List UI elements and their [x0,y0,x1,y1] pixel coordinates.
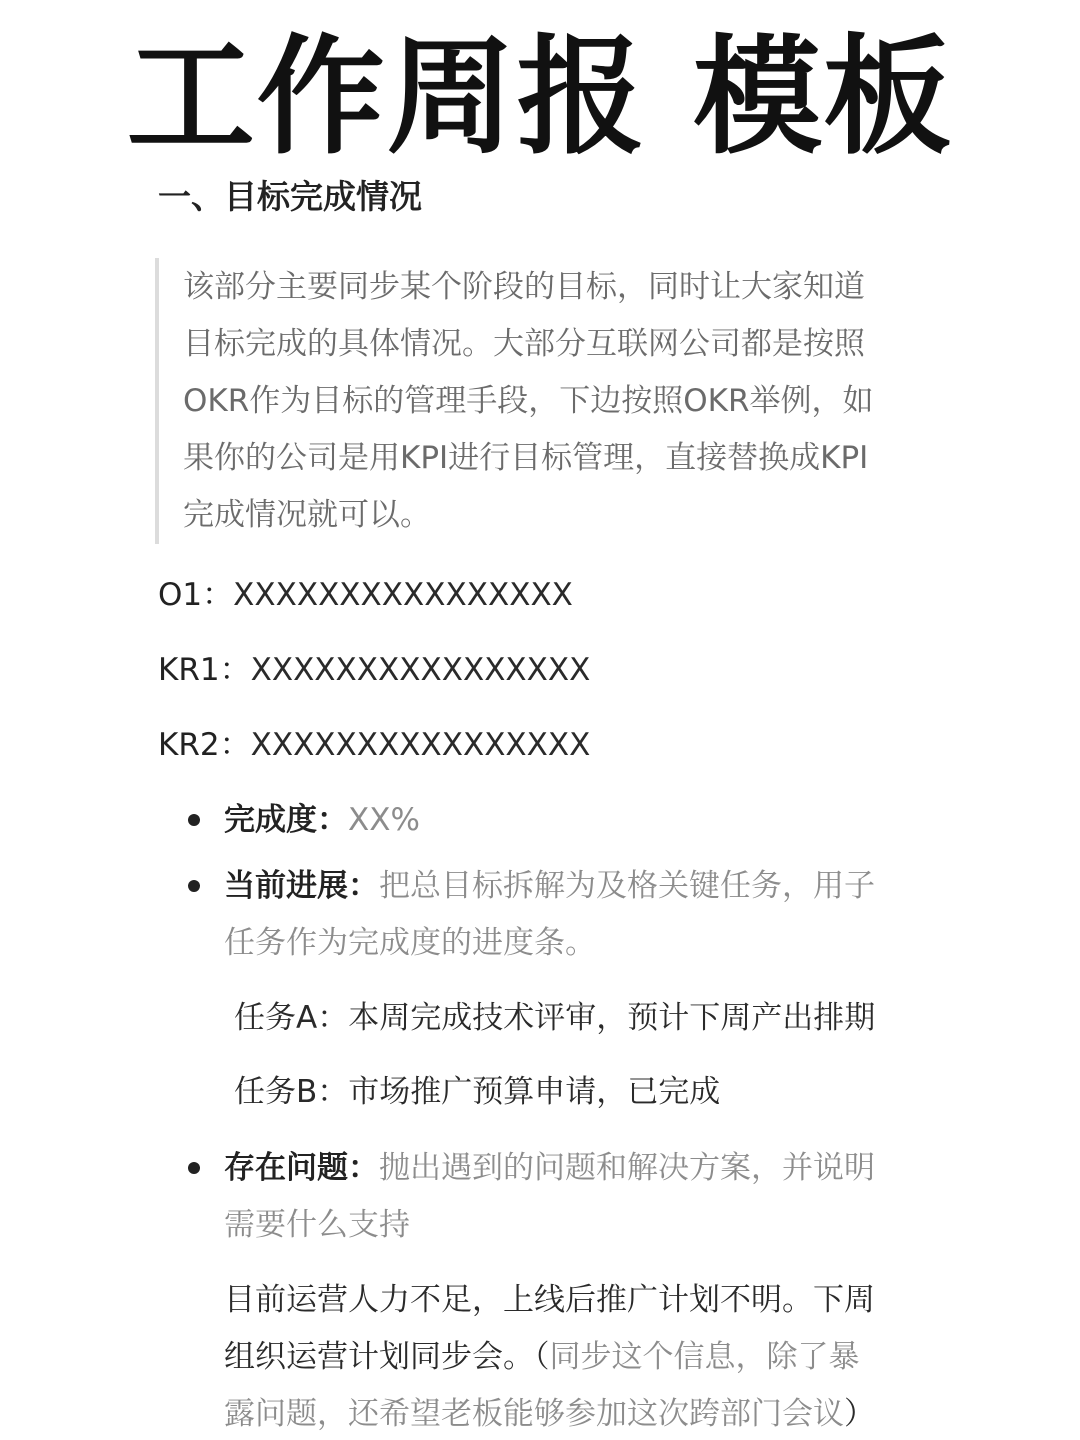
bullet-progress [224,866,875,906]
blockquote [155,258,929,544]
section-heading-goals: 一、目标完成情况 [158,177,422,216]
progress-desc: 把总目标拆解为及格关键任务，用子 [379,868,875,904]
issues-desc: 抛出遇到的问题和解决方案，并说明 [379,1150,875,1186]
page-title: 工作周报 模板 [126,23,954,172]
quote-line: 果你的公司是用KPI进行目标管理，直接替换成KPI [183,440,869,476]
progress-label: 当前进展： [224,868,379,904]
progress-desc-cont: 任务作为完成度的进度条。 [224,925,596,961]
bullet-dot [188,880,200,892]
issues-detail-line [224,1337,860,1377]
kr2-value: XXXXXXXXXXXXXXXX [250,727,591,763]
kr1-value: XXXXXXXXXXXXXXXX [250,652,591,688]
issues-detail-line [224,1394,875,1434]
completion-value: XX% [348,802,420,838]
quote-line: 完成情况就可以。 [183,497,431,533]
task-a: 任务A：本周完成技术评审，预计下周产出排期 [234,1000,876,1036]
issues-detail-end: ） [844,1396,875,1432]
bullet-issues [224,1148,875,1188]
okr-objective-row [158,575,573,615]
bullet-dot [188,1162,200,1174]
quote-line: 该部分主要同步某个阶段的目标，同时让大家知道 [183,269,865,305]
issues-detail-line: 目前运营人力不足，上线后推广计划不明。下周 [224,1282,875,1318]
okr-kr2-row [158,725,590,765]
o1-value: XXXXXXXXXXXXXXXX [233,577,573,613]
issues-desc-cont: 需要什么支持 [224,1207,410,1243]
kr1-label: KR1： [158,652,251,688]
o1-label: O1： [158,577,234,613]
task-b: 任务B：市场推广预算申请，已完成 [234,1074,721,1110]
okr-kr1-row [158,650,590,690]
issues-label: 存在问题： [224,1150,379,1186]
issues-detail-note: 同步这个信息，除了暴 [549,1339,860,1375]
issues-detail-main: 组织运营计划同步会。（ [224,1339,550,1375]
completion-label: 完成度： [224,802,348,838]
quote-line: 目标完成的具体情况。大部分互联网公司都是按照 [183,326,865,362]
issues-detail-note: 露问题，还希望老板能够参加这次跨部门会议 [224,1396,844,1432]
bullet-dot [188,814,200,826]
quote-line: OKR作为目标的管理手段，下边按照OKR举例，如 [183,383,874,419]
bullet-completion [224,800,420,840]
kr2-label: KR2： [158,727,251,763]
